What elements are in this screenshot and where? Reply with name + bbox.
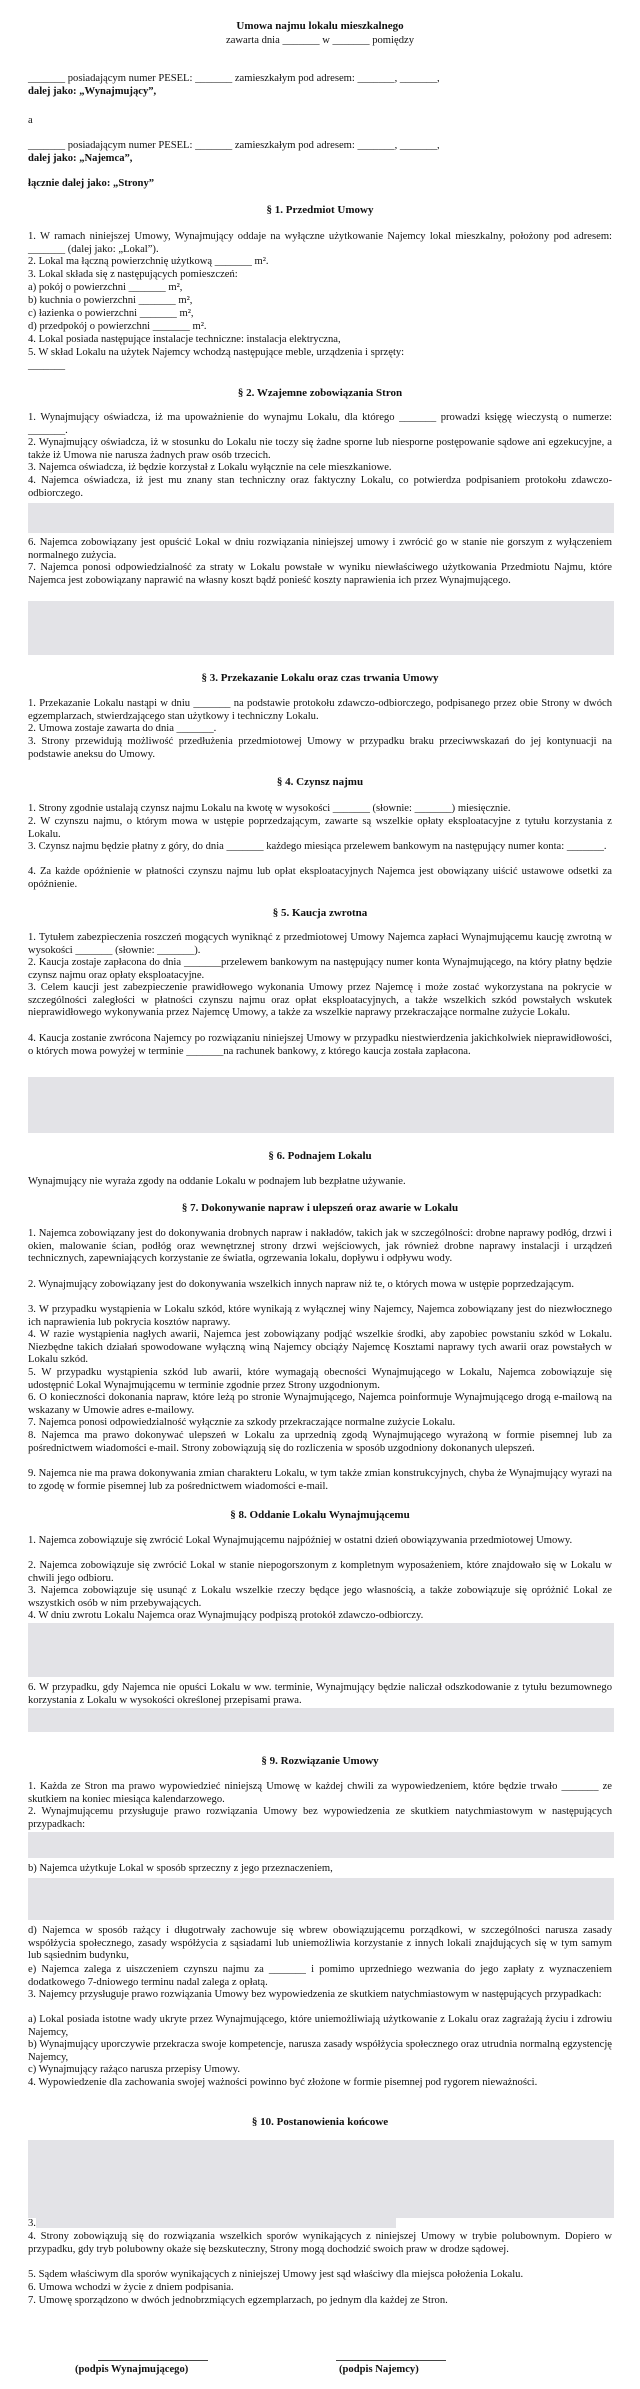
s9-b: b) Najemca użytkuje Lokal w sposób sprzeczny z jego przeznaczeniem, [28,1863,333,1874]
s2-p6: 6. Najemca zobowiązany jest opuścić Lokal w dniu rozwiązania niniejszej umowy i zwrócić go w stanie nie gorszym z wyłączeniem normalnego zużycia. [28,537,612,561]
s10-p6: 6. Umowa wchodzi w życie z dniem podpisania. [28,2282,234,2293]
s7-p2: 2. Wynajmujący zobowiązany jest do dokonywania wszelkich innych napraw niż te, o których mowa w ustępie poprzedzającym. [28,1279,575,1290]
s5-p4: 4. Kaucja zostanie zwrócona Najemcy po rozwiązaniu niniejszej Umowy w przypadku niestwierdzenia jakichkolwiek nieprawidłowości, o których mowa powyżej w terminie _______na rachunek bankowy, z którego kaucja została zapłacona. [28,1033,612,1057]
s2-p3: 3. Najemca oświadcza, iż będzie korzystał z Lokalu wyłącznie na cele mieszkaniowe. [28,462,392,473]
s8-p3: 3. Najemca zobowiązuje się usunąć z Lokalu wszelkie rzeczy będące jego własnością, a także zobowiązuje się opróżnić Lokal ze wszystkich osób w nim przebywających. [28,1585,612,1609]
section-3-heading: § 3. Przekazanie Lokalu oraz czas trwania Umowy [201,672,439,684]
s4-p4: 4. Za każde opóźnienie w płatności czynszu najmu lub opłat eksploatacyjnych Najemca jest obowiązany uiścić ustawowe odsetki za opóźnienie. [28,866,612,890]
s2-p1: 1. Wynajmujący oświadcza, iż ma upoważnienie do wynajmu Lokalu, dla którego _______ prowadzi księgę wieczystą o numerze: _______. [28,412,612,436]
s8-p2: 2. Najemca zobowiązuje się zwrócić Lokal w stanie niepogorszonym z kompletnym wyposażeniem, które znajdowało się w Lokalu w chwili jego odbioru. [28,1560,612,1584]
document-title: Umowa najmu lokalu mieszkalnego [236,20,404,32]
s9-p1: 1. Każda ze Stron ma prawo wypowiedzieć niniejszą Umowę w każdej chwili za wypowiedzeniem, które będzie trwało _______ ze skutkiem na koniec miesiąca kalendarzowego. [28,1781,612,1805]
s1-d: d) przedpokój o powierzchni _______ m². [28,321,207,332]
s1-blank: _______ [28,360,66,371]
placeholder-block [28,503,614,533]
s10-p4: 4. Strony zobowiązują się do rozwiązania wszelkich sporów wynikających z niniejszej Umowy w trybie polubownym. Dopiero w przypadku, gdy tryb polubowny okaże się bezskuteczny, Strony mogą dochodzić swoich praw w drodze sądowej. [28,2231,612,2255]
s7-p3: 3. W przypadku wystąpienia w Lokalu szkód, które wynikają z wyłącznej winy Najemcy, Najemca zobowiązany jest do niezwłocznego ich naprawienia lub pokrycia kosztów naprawy. [28,1304,612,1328]
s9-b3: b) Wynajmujący uporczywie przekracza swoje kompetencje, narusza zasady współżycia społecznego oraz utrudnia normalną egzystencję Najemcy, [28,2039,612,2063]
section-8-heading: § 8. Oddanie Lokalu Wynajmującemu [230,1509,410,1521]
tenant-line: _______ posiadającym numer PESEL: _______ zamieszkałym pod adresem: _______, _______, [28,140,440,151]
section-2-heading: § 2. Wzajemne zobowiązania Stron [237,387,403,399]
s1-p2: 2. Lokal ma łączną powierzchnię użytkową _______ m². [28,256,269,267]
s1-b: b) kuchnia o powierzchni _______ m², [28,295,193,306]
s2-p4: 4. Najemca oświadcza, iż jest mu znany stan techniczny oraz faktyczny Lokalu, co potwierdza podpisaniem protokołu zdawczo-odbiorczego. [28,475,612,499]
tenant-alias: dalej jako: „Najemca”, [28,153,133,164]
placeholder-block [28,2140,614,2218]
placeholder-block [28,1623,614,1677]
landlord-alias: dalej jako: „Wynajmujący”, [28,86,157,97]
s9-e: e) Najemca zalega z uiszczeniem czynszu najmu za _______ i pomimo uprzedniego wezwania do jego zapłaty z wyznaczeniem dodatkowego 7-dniowego terminu nadal zalega z opłatą. [28,1964,612,1988]
section-7-heading: § 7. Dokonywanie napraw i ulepszeń oraz awarie w Lokalu [181,1202,459,1214]
s3-p2: 2. Umowa zostaje zawarta do dnia _______. [28,723,217,734]
s7-p5: 5. W przypadku wystąpienia szkód lub awarii, które wymagają obecności Wynajmującego w Lokalu, Najemca zobowiązuje się udostępnić Lokal Wynajmującemu w terminie zgodnie przez Strony uzgodnionym. [28,1367,612,1391]
s4-p2: 2. W czynszu najmu, o którym mowa w ustępie poprzedzającym, zawarte są wszelkie opłaty eksploatacyjne z tytułu korzystania z Lokalu. [28,816,612,840]
landlord-line: _______ posiadającym numer PESEL: _______ zamieszkałym pod adresem: _______, _______, [28,73,440,84]
s7-p7: 7. Najemca ponosi odpowiedzialność wyłącznie za szkody przekraczające normalne zużycie Lokalu. [28,1417,456,1428]
section-9-heading: § 9. Rozwiązanie Umowy [261,1755,379,1767]
s1-p4: 4. Lokal posiada następujące instalacje techniczne: instalacja elektryczna, [28,334,341,345]
s5-p3: 3. Celem kaucji jest zabezpieczenie prawidłowego wykonania Umowy przez Najemcę i może zostać wykorzystana na pokrycie w szczególności zaległości w płatności czynszu najmu oraz opłat eksploatacyjnych, a także wszelkich szkód powstałych wskutek nieprawidłowego wykonywania przez Najemcę Umowy, a także za wszelkie naprawy przekraczające normalne zużycie Lokalu. [28,982,612,1019]
s10-p3: 3. [28,2218,36,2229]
placeholder-block [28,1708,614,1732]
parties-joint: łącznie dalej jako: „Strony” [28,178,155,189]
section-4-heading: § 4. Czynsz najmu [276,776,364,788]
s4-p3: 3. Czynsz najmu będzie płatny z góry, do dnia _______ każdego miesiąca przelewem bankowym na następujący numer konta: _______. [28,841,607,852]
s2-p2: 2. Wynajmujący oświadcza, iż w stosunku do Lokalu nie toczy się żadne sporne lub niesporne postępowanie sądowe ani egzekucyjne, a także iż Umowa nie narusza żadnych praw osób trzecich. [28,437,612,461]
s7-p4: 4. W razie wystąpienia nagłych awarii, Najemca jest zobowiązany podjąć wszelkie środki, aby zapobiec powstaniu szkód w Lokalu. Niezbędne takich działań spowodowane wyłączną winą Najemcy obciąży Najemcę Kosztami naprawy tych awarii oraz powstałych w Lokalu szkód. [28,1329,612,1366]
section-1-heading: § 1. Przedmiot Umowy [266,204,374,216]
s9-p4: 4. Wypowiedzenie dla zachowania swojej ważności powinno być złożone w formie pisemnej pod rygorem nieważności. [28,2077,538,2088]
s2-p7: 7. Najemca ponosi odpowiedzialność za straty w Lokalu powstałe w wyniku niewłaściwego użytkowania Przedmiotu Najmu, które Najemca jest zobowiązany naprawić na własny koszt bądź ponieść koszty naprawienia ich przez Wynajmującego. [28,562,612,586]
s10-p7: 7. Umowę sporządzono w dwóch jednobrzmiących egzemplarzach, po jednym dla każdej ze Stron. [28,2295,448,2306]
s1-p1: 1. W ramach niniejszej Umowy, Wynajmujący oddaje na wyłączne użytkowanie Najemcy lokal mieszkalny, położony pod adresem: _______ (dalej jako: „Lokal”). [28,231,612,255]
tenant-signature-label: (podpis Najemcy) [339,2364,419,2375]
placeholder-block [28,1077,614,1133]
s10-p5: 5. Sądem właściwym dla sporów wynikających z niniejszej Umowy jest sąd właściwy dla miejsca położenia Lokalu. [28,2269,524,2280]
s3-p1: 1. Przekazanie Lokalu nastąpi w dniu _______ na podstawie protokołu zdawczo-odbiorczego, podpisanego przez obie Strony w dwóch egzemplarzach, stwierdzającego stan użytkowy i techniczny Lokalu. [28,698,612,722]
placeholder-block [28,601,614,655]
section-10-heading: § 10. Postanowienia końcowe [251,2116,389,2128]
s7-p1: 1. Najemca zobowiązany jest do dokonywania drobnych napraw i nakładów, takich jak w szczególności: drobne naprawy podłóg, drzwi i okien, malowanie ścian, podłóg oraz wewnętrznej strony drzwi wejściowych, jak również drobne naprawy instalacji i urządzeń technicznych, zapewniających korzystanie ze światła, ogrzewania lokalu, dopływu i odpływu wody. [28,1228,612,1265]
s7-p6: 6. O konieczności dokonania napraw, które leżą po stronie Wynajmującego, Najemca poinformuje Wynajmującego drogą e-mailową na wskazany w Umowie adres e-mailowy. [28,1392,612,1416]
placeholder-block [28,1832,614,1858]
s9-a3: a) Lokal posiada istotne wady ukryte przez Wynajmującego, które uniemożliwiają użytkowanie z Lokalu oraz zagrażają życiu i zdrowiu Najemcy, [28,2014,612,2038]
s3-p3: 3. Strony przewidują możliwość przedłużenia przedmiotowej Umowy w przypadku braku przeciwwskazań do jej kontynuacji na podstawie aneksu do Umowy. [28,736,612,760]
s8-p1: 1. Najemca zobowiązuje się zwrócić Lokal Wynajmującemu najpóźniej w ostatni dzień obowiązywania przedmiotowej Umowy. [28,1535,573,1546]
and-text: a [28,115,33,126]
landlord-signature-label: (podpis Wynajmującego) [75,2364,189,2375]
s5-p1: 1. Tytułem zabezpieczenia roszczeń mogących wyniknąć z przedmiotowej Umowy Najemca zapłaci Wynajmującemu kaucję zwrotną w wysokości _______ (słownie: _______). [28,932,612,956]
s1-c: c) łazienka o powierzchni _______ m², [28,308,194,319]
s6-p1: Wynajmujący nie wyraża zgody na oddanie Lokalu w podnajem lub bezpłatne używanie. [28,1176,406,1187]
placeholder-block [36,2218,396,2228]
s1-p5: 5. W skład Lokalu na użytek Najemcy wchodzą następujące meble, urządzenia i sprzęty: [28,347,405,358]
section-6-heading: § 6. Podnajem Lokalu [268,1150,372,1162]
s1-a: a) pokój o powierzchni _______ m², [28,282,183,293]
s1-p3: 3. Lokal składa się z następujących pomieszczeń: [28,269,238,280]
s7-p8: 8. Najemca ma prawo dokonywać ulepszeń w Lokalu za uprzednią zgodą Wynajmującego wyrażoną w formie pisemnej lub za pośrednictwem wiadomości e-mail. Strony zobowiązują się do rozliczenia w sposób uzgodniony dokonanych ulepszeń. [28,1430,612,1454]
s4-p1: 1. Strony zgodnie ustalają czynsz najmu Lokalu na kwotę w wysokości _______ (słownie: _______) miesięcznie. [28,803,511,814]
s8-p6: 6. W przypadku, gdy Najemca nie opuści Lokalu w ww. terminie, Wynajmujący będzie naliczał odszkodowanie z tytułu bezumownego korzystania z Lokalu w wysokości określonej przepisami prawa. [28,1682,612,1706]
s8-p4: 4. W dniu zwrotu Lokalu Najemca oraz Wynajmujący podpiszą protokół zdawczo-odbiorczy. [28,1610,424,1621]
document-subtitle: zawarta dnia _______ w _______ pomiędzy [226,35,414,46]
s5-p2: 2. Kaucja zostaje zapłacona do dnia _______przelewem bankowym na następujący numer konta Wynajmującego, na który płatny będzie czynsz najmu oraz opłaty eksploatacyjne. [28,957,612,981]
s9-d: d) Najemca w sposób rażący i długotrwały zachowuje się wbrew obowiązującemu porządkowi, w szczególności narusza zasady współżycia społecznego, zasady współżycia z sąsiadami lub uniemożliwia korzystanie z innych lokali znajdujących się w tym samym lub sąsiednim budynku, [28,1925,612,1962]
tenant-signature-line [336,2360,446,2361]
s9-p2: 2. Wynajmującemu przysługuje prawo rozwiązania Umowy bez wypowiedzenia ze skutkiem natychmiastowym w następujących przypadkach: [28,1806,612,1830]
s7-p9: 9. Najemca nie ma prawa dokonywania zmian charakteru Lokalu, w tym także zmian konstrukcyjnych, chyba że Wynajmujący wyrazi na to zgodę w formie pisemnej lub za pośrednictwem wiadomości e-mail. [28,1468,612,1492]
landlord-signature-line [98,2360,208,2361]
section-5-heading: § 5. Kaucja zwrotna [272,907,368,919]
s9-p3: 3. Najemcy przysługuje prawo rozwiązania Umowy bez wypowiedzenia ze skutkiem natychmiastowym w następujących przypadkach: [28,1989,602,2000]
placeholder-block [28,1878,614,1920]
s9-c3: c) Wynajmujący rażąco narusza przepisy Umowy. [28,2064,241,2075]
